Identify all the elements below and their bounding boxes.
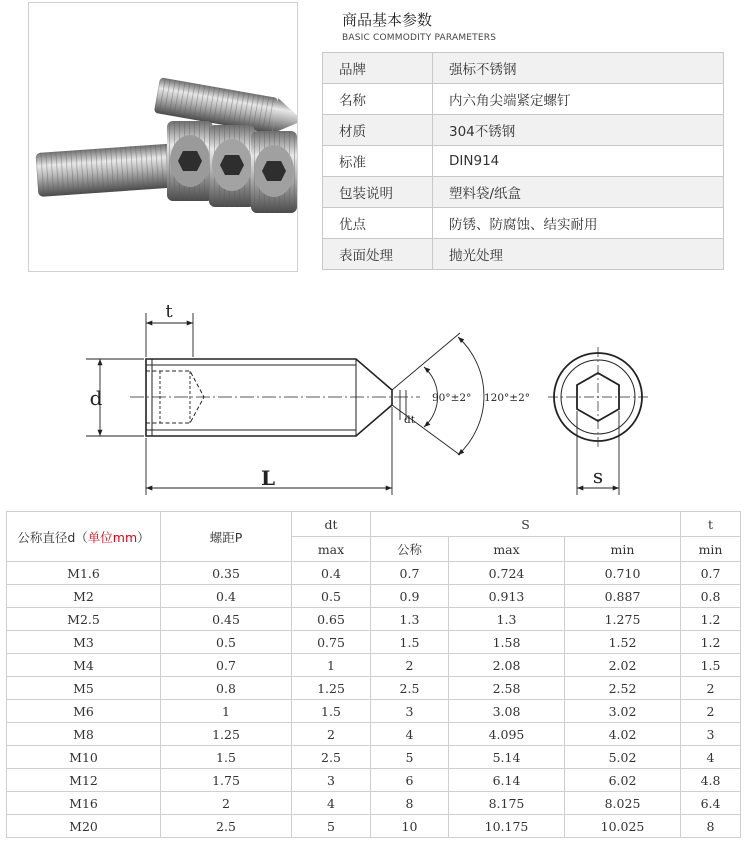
label-angle-120: 120°±2°: [484, 392, 531, 404]
cell-s-max: 2.08: [449, 654, 565, 677]
cell-s-max: 0.724: [449, 562, 565, 585]
table-row: [7, 815, 741, 838]
cell-pitch: 0.45: [161, 608, 292, 631]
cell-s-min: 4.02: [565, 723, 681, 746]
params-table: [322, 52, 724, 270]
params-row: [323, 177, 724, 208]
label-angle-90: 90°±2°: [432, 392, 472, 404]
header-s-min: min: [565, 537, 681, 562]
cell-s-nominal: 4: [371, 723, 449, 746]
screw-side-view: [146, 359, 392, 436]
params-row: [323, 53, 724, 84]
cell-s-max: 8.175: [449, 792, 565, 815]
label-L: L: [260, 466, 276, 490]
cell-size: M12: [7, 769, 161, 792]
cell-s-nominal: 0.9: [371, 585, 449, 608]
cell-s-min: 1.52: [565, 631, 681, 654]
table-row: [7, 792, 741, 815]
header-s-nominal: 公称: [371, 537, 449, 562]
cell-dt-max: 0.65: [292, 608, 371, 631]
cell-pitch: 1.5: [161, 746, 292, 769]
cell-size: M2.5: [7, 608, 161, 631]
cell-size: M16: [7, 792, 161, 815]
param-value: DIN914: [433, 146, 724, 177]
cell-s-min: 0.887: [565, 585, 681, 608]
cell-size: M4: [7, 654, 161, 677]
cell-s-nominal: 0.7: [371, 562, 449, 585]
cell-t-min: 0.8: [681, 585, 741, 608]
table-row: [7, 654, 741, 677]
params-subtitle: BASIC COMMODITY PARAMETERS: [342, 33, 497, 43]
cell-size: M5: [7, 677, 161, 700]
cell-size: M6: [7, 700, 161, 723]
table-row: [7, 562, 741, 585]
cell-s-nominal: 3: [371, 700, 449, 723]
cell-pitch: 1.75: [161, 769, 292, 792]
param-value: 塑料袋/纸盒: [433, 177, 724, 208]
cell-pitch: 0.35: [161, 562, 292, 585]
cell-t-min: 1.2: [681, 608, 741, 631]
cell-s-max: 4.095: [449, 723, 565, 746]
cell-size: M1.6: [7, 562, 161, 585]
product-photo: [28, 2, 298, 272]
cell-pitch: 1: [161, 700, 292, 723]
screw-end-view: [548, 347, 648, 447]
param-value: 抛光处理: [433, 239, 724, 270]
param-key: 标准: [323, 146, 433, 177]
cell-size: M10: [7, 746, 161, 769]
cell-s-max: 1.58: [449, 631, 565, 654]
param-key: 品牌: [323, 53, 433, 84]
technical-drawing: [0, 295, 750, 505]
cell-t-min: 1.2: [681, 631, 741, 654]
header-nominal-diameter: 公称直径d（单位mm）: [7, 512, 161, 562]
cell-t-min: 4.8: [681, 769, 741, 792]
cell-s-nominal: 1.3: [371, 608, 449, 631]
cell-s-max: 3.08: [449, 700, 565, 723]
cell-dt-max: 2: [292, 723, 371, 746]
params-row: [323, 115, 724, 146]
params-row: [323, 84, 724, 115]
params-title: 商品基本参数: [342, 11, 433, 29]
params-row: [323, 239, 724, 270]
cell-s-nominal: 1.5: [371, 631, 449, 654]
cell-s-min: 2.52: [565, 677, 681, 700]
cell-t-min: 4: [681, 746, 741, 769]
param-value: 防锈、防腐蚀、结实耐用: [433, 208, 724, 239]
cell-s-min: 3.02: [565, 700, 681, 723]
cell-dt-max: 1.5: [292, 700, 371, 723]
cell-s-nominal: 2.5: [371, 677, 449, 700]
header-s-max: max: [449, 537, 565, 562]
cell-s-nominal: 10: [371, 815, 449, 838]
param-value: 强标不锈钢: [433, 53, 724, 84]
table-row: [7, 746, 741, 769]
cell-dt-max: 1.25: [292, 677, 371, 700]
header-t-min: min: [681, 537, 741, 562]
cell-s-min: 1.275: [565, 608, 681, 631]
cell-size: M8: [7, 723, 161, 746]
cell-t-min: 8: [681, 815, 741, 838]
cell-dt-max: 2.5: [292, 746, 371, 769]
cell-s-min: 2.02: [565, 654, 681, 677]
header-t: t: [681, 512, 741, 537]
cell-pitch: 0.8: [161, 677, 292, 700]
cell-s-max: 10.175: [449, 815, 565, 838]
cell-pitch: 0.7: [161, 654, 292, 677]
param-key: 名称: [323, 84, 433, 115]
param-value: 内六角尖端紧定螺钉: [433, 84, 724, 115]
cell-dt-max: 0.75: [292, 631, 371, 654]
cell-t-min: 1.5: [681, 654, 741, 677]
spec-header-row-1: [7, 512, 741, 537]
params-row: [323, 208, 724, 239]
label-t: t: [165, 301, 173, 322]
label-d: d: [89, 386, 103, 410]
param-key: 包装说明: [323, 177, 433, 208]
cell-t-min: 6.4: [681, 792, 741, 815]
cell-s-nominal: 2: [371, 654, 449, 677]
cell-t-min: 0.7: [681, 562, 741, 585]
cell-dt-max: 5: [292, 815, 371, 838]
table-row: [7, 585, 741, 608]
cell-s-nominal: 5: [371, 746, 449, 769]
cell-s-min: 0.710: [565, 562, 681, 585]
header-s: S: [371, 512, 681, 537]
spec-table: [6, 511, 741, 838]
table-row: [7, 700, 741, 723]
cell-size: M3: [7, 631, 161, 654]
cell-dt-max: 4: [292, 792, 371, 815]
cell-pitch: 2.5: [161, 815, 292, 838]
table-row: [7, 608, 741, 631]
cell-t-min: 2: [681, 677, 741, 700]
cell-s-max: 1.3: [449, 608, 565, 631]
spec-body: [7, 562, 741, 838]
header-unit: 单位mm: [87, 529, 138, 545]
cell-pitch: 0.4: [161, 585, 292, 608]
params-row: [323, 146, 724, 177]
cell-dt-max: 1: [292, 654, 371, 677]
cell-s-min: 5.02: [565, 746, 681, 769]
param-value: 304不锈钢: [433, 115, 724, 146]
cell-pitch: 1.25: [161, 723, 292, 746]
param-key: 优点: [323, 208, 433, 239]
table-row: [7, 677, 741, 700]
header-dt: dt: [292, 512, 371, 537]
table-row: [7, 723, 741, 746]
cell-size: M20: [7, 815, 161, 838]
cell-dt-max: 0.4: [292, 562, 371, 585]
header-pitch: 螺距P: [161, 512, 292, 562]
cell-s-min: 6.02: [565, 769, 681, 792]
cell-t-min: 2: [681, 700, 741, 723]
cell-s-nominal: 8: [371, 792, 449, 815]
cell-t-min: 3: [681, 723, 741, 746]
cell-s-max: 6.14: [449, 769, 565, 792]
param-key: 表面处理: [323, 239, 433, 270]
header-dt-max: max: [292, 537, 371, 562]
cell-pitch: 0.5: [161, 631, 292, 654]
table-row: [7, 631, 741, 654]
cell-s-min: 8.025: [565, 792, 681, 815]
cell-s-max: 2.58: [449, 677, 565, 700]
label-dt: dt: [404, 414, 415, 426]
cell-s-nominal: 6: [371, 769, 449, 792]
cell-s-max: 5.14: [449, 746, 565, 769]
cell-pitch: 2: [161, 792, 292, 815]
param-key: 材质: [323, 115, 433, 146]
cell-size: M2: [7, 585, 161, 608]
set-screw-photo-illustration: [29, 3, 298, 272]
label-s: s: [592, 464, 604, 488]
cell-dt-max: 3: [292, 769, 371, 792]
table-row: [7, 769, 741, 792]
cell-dt-max: 0.5: [292, 585, 371, 608]
cell-s-max: 0.913: [449, 585, 565, 608]
cell-s-min: 10.025: [565, 815, 681, 838]
